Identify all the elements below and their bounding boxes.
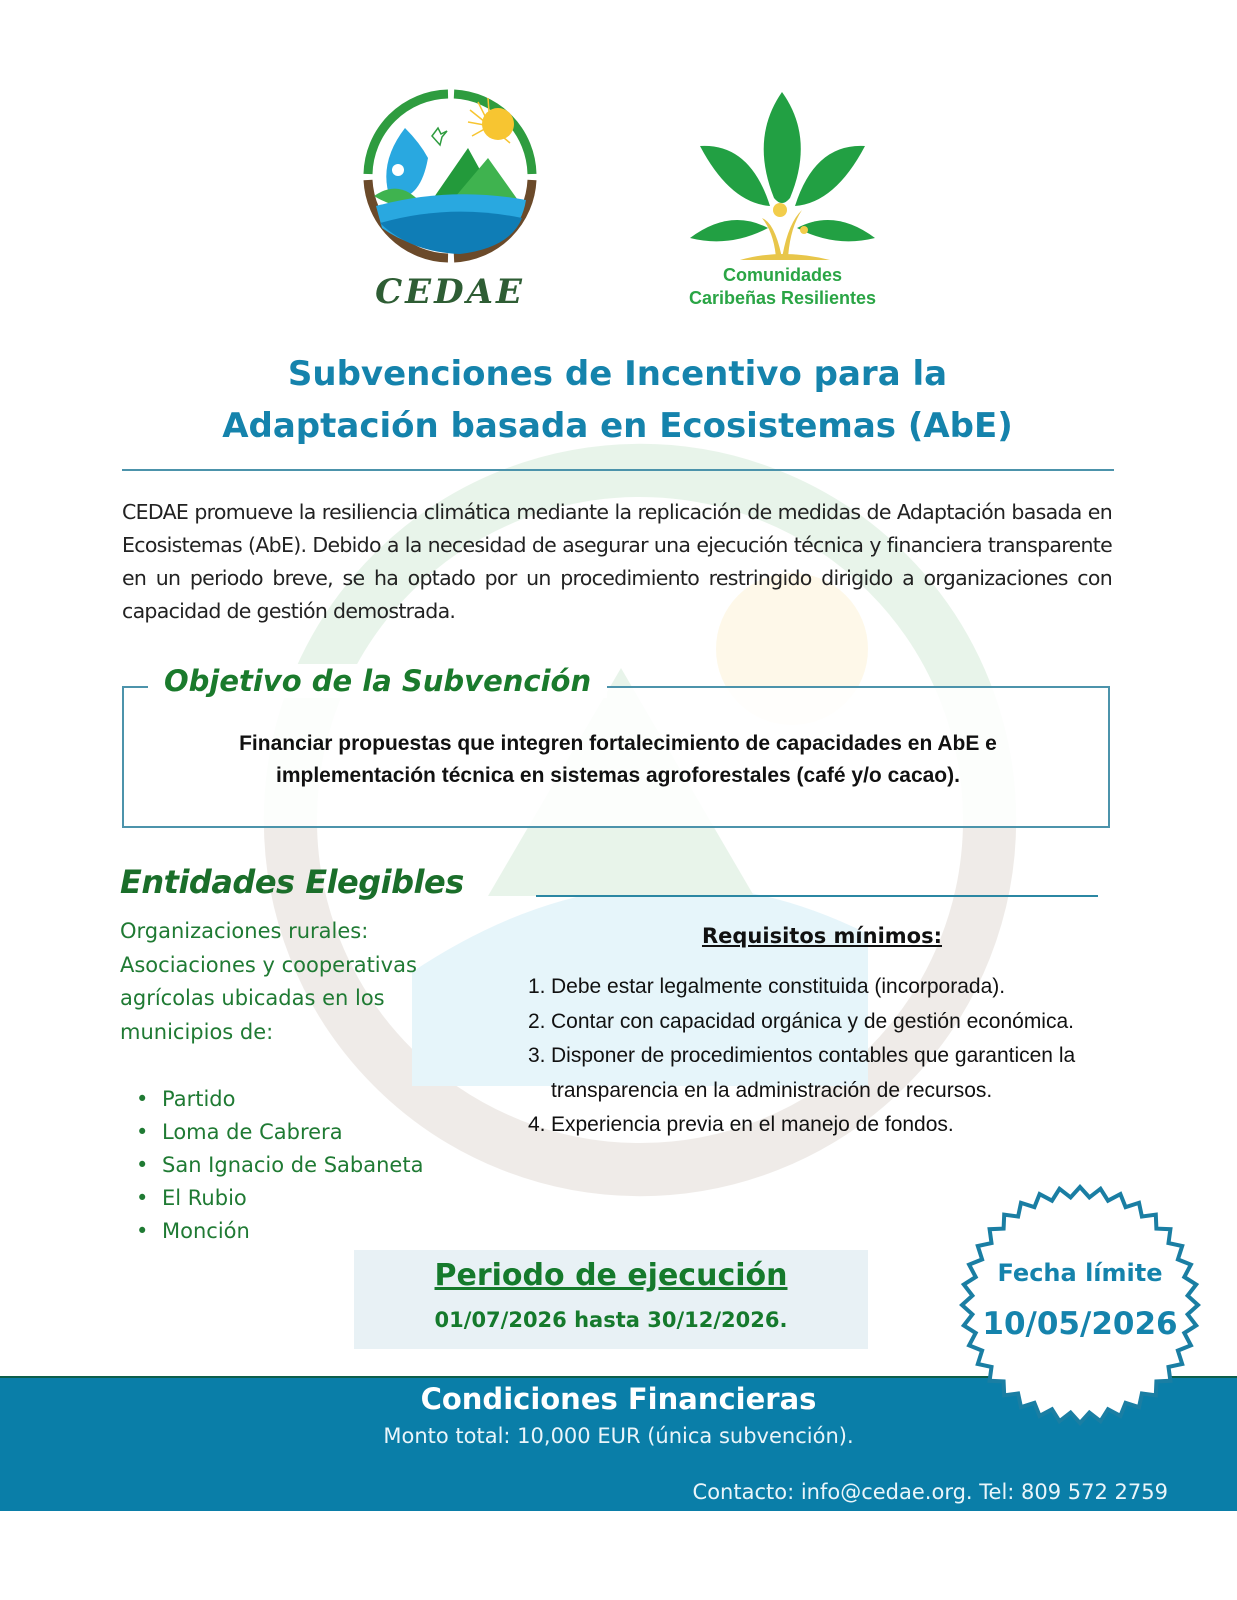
objective-line1: Financiar propuestas que integren fortalecimiento de capacidades en AbE e [239,732,997,755]
list-item [528,1005,1168,1040]
bullet-icon: • [136,1120,149,1144]
contact-info: Contacto: info@cedae.org. Tel: 809 572 2759 [692,1480,1168,1504]
municipality-name: Monción [162,1219,250,1243]
item-number: 3. [528,1044,546,1067]
requirement-text: Experiencia previa en el manejo de fondos. [551,1113,954,1136]
cedae-logo-icon [360,88,540,263]
item-number: 2. [528,1009,546,1033]
title-line1: Subvenciones de Incentivo para la [287,354,948,394]
requirement-text: Disponer de procedimientos contables que garanticen la transparencia en la administración de recursos. [551,1044,1076,1102]
financial-title: Condiciones Financieras [420,1382,817,1416]
list-item [132,1149,423,1182]
bullet-icon: • [136,1219,149,1243]
item-number: 4. [528,1113,546,1136]
list-item [528,1108,1168,1143]
requirements-list [528,970,1168,1143]
bullet-icon: • [136,1186,149,1210]
eligible-description: Organizaciones rurales: Asociaciones y cooperativas agrícolas ubicadas en los municipios de: [120,919,417,1044]
page-title [120,348,1115,452]
municipality-name: Loma de Cabrera [162,1120,343,1144]
item-number: 1. [528,975,546,998]
cedae-logo-text: CEDAE [375,272,525,312]
bullet-icon: • [136,1087,149,1111]
list-item [132,1116,423,1149]
list-item [132,1083,423,1116]
tree-people-logo-icon [690,88,875,263]
financial-amount: Monto total: 10,000 EUR (única subvención). [383,1424,854,1448]
ccr-logo-line2: Caribeñas Resilientes [688,288,877,308]
requirement-text: Contar con capacidad orgánica y de gestión económica. [551,1009,1074,1033]
objective-line2: implementación técnica en sistemas agroforestales (café y/o cacao). [276,764,960,787]
objective-text [140,728,1096,792]
title-line2: Adaptación basada en Ecosistemas (AbE) [222,406,1013,446]
ccr-logo-line1: Comunidades [722,265,842,285]
list-item [528,970,1168,1005]
deadline-date: 10/05/2026 [982,1306,1178,1342]
list-item [528,1039,1168,1108]
list-item [132,1215,423,1248]
municipality-name: Partido [162,1087,236,1111]
period-title: Periodo de ejecución [434,1258,788,1293]
seal-badge-icon [950,1180,1210,1430]
ccr-logo-text [660,264,905,310]
bullet-icon: • [136,1153,149,1177]
municipality-list [132,1083,423,1248]
period-dates: 01/07/2026 hasta 30/12/2026. [434,1308,788,1332]
municipality-name: San Ignacio de Sabaneta [162,1153,424,1177]
objective-heading: Objetivo de la Subvención [148,664,607,698]
requirement-text: Debe estar legalmente constituida (incorporada). [551,975,1006,998]
eligible-divider [536,895,1098,897]
title-divider [122,469,1114,471]
municipality-name: El Rubio [162,1186,247,1210]
requirements-heading: Requisitos mínimos: [701,924,942,948]
eligible-heading: Entidades Elegibles [120,863,464,901]
list-item [132,1182,423,1215]
intro-paragraph: CEDAE promueve la resiliencia climática mediante la replicación de medidas de Adaptación basada en Ecosistemas (AbE). Debido a la necesidad de asegurar una ejecución técnica y financiera transparente en un periodo breve, se ha optado por un procedimiento restringido dirigido a organizaciones con capacidad de gestión demostrada. [122,500,1112,623]
deadline-label: Fecha límite [997,1259,1163,1287]
